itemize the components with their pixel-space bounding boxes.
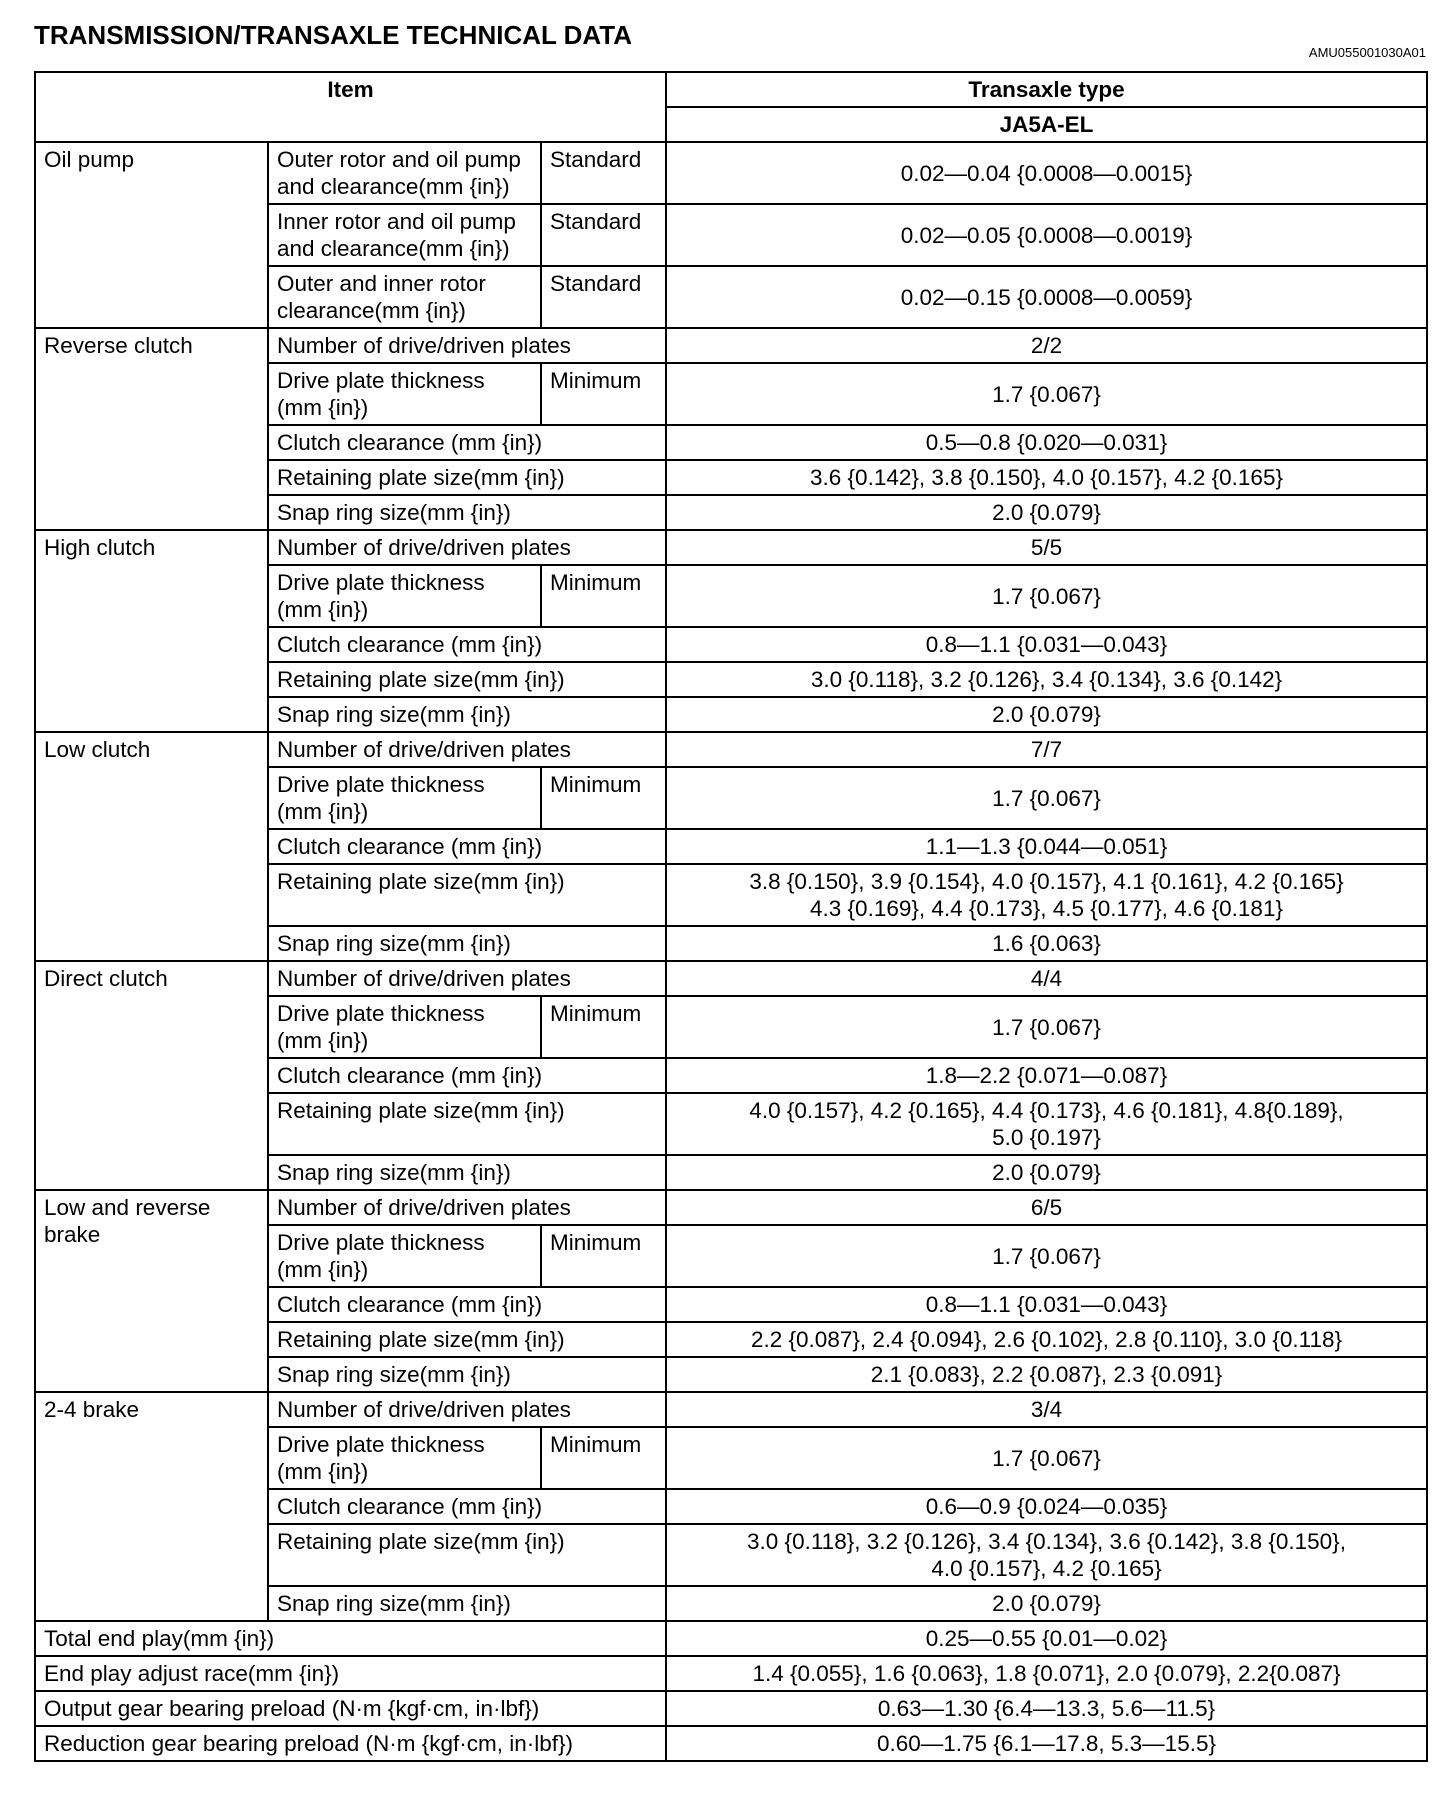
item-label: Drive plate thickness (mm {in}) xyxy=(268,1427,541,1489)
group-label: Reverse clutch xyxy=(35,328,268,530)
spec-value xyxy=(666,1093,1427,1155)
spec-value: 1.7 {0.067} xyxy=(666,767,1427,829)
item-label: Reduction gear bearing preload (N·m {kgf·cm, in·lbf}) xyxy=(35,1726,666,1761)
group-label: 2-4 brake xyxy=(35,1392,268,1621)
spec-value: 1.4 {0.055}, 1.6 {0.063}, 1.8 {0.071}, 2.0 {0.079}, 2.2{0.087} xyxy=(666,1656,1427,1691)
spec-qualifier: Minimum xyxy=(541,363,666,425)
spec-value: 1.6 {0.063} xyxy=(666,926,1427,961)
technical-data-table xyxy=(34,71,1428,1762)
spec-qualifier: Minimum xyxy=(541,996,666,1058)
spec-value: 4/4 xyxy=(666,961,1427,996)
item-label: Clutch clearance (mm {in}) xyxy=(268,1058,666,1093)
item-label: Drive plate thickness (mm {in}) xyxy=(268,1225,541,1287)
spec-value-line: 3.0 {0.118}, 3.2 {0.126}, 3.4 {0.134}, 3.6 {0.142}, 3.8 {0.150}, xyxy=(747,1529,1346,1554)
item-label: Total end play(mm {in}) xyxy=(35,1621,666,1656)
item-label: Number of drive/driven plates xyxy=(268,732,666,767)
spec-qualifier: Standard xyxy=(541,266,666,328)
table-row xyxy=(35,1726,1427,1761)
item-label: Clutch clearance (mm {in}) xyxy=(268,1489,666,1524)
spec-qualifier: Standard xyxy=(541,142,666,204)
item-label: Number of drive/driven plates xyxy=(268,1392,666,1427)
spec-value: 1.1—1.3 {0.044—0.051} xyxy=(666,829,1427,864)
spec-value: 2.0 {0.079} xyxy=(666,495,1427,530)
item-label: Drive plate thickness (mm {in}) xyxy=(268,996,541,1058)
group-label: Direct clutch xyxy=(35,961,268,1190)
item-label: Drive plate thickness (mm {in}) xyxy=(268,767,541,829)
spec-value-line: 5.0 {0.197} xyxy=(992,1125,1101,1150)
table-row xyxy=(35,1691,1427,1726)
group-label: Low clutch xyxy=(35,732,268,961)
spec-value: 0.63—1.30 {6.4—13.3, 5.6—11.5} xyxy=(666,1691,1427,1726)
item-header: Item xyxy=(35,72,666,142)
spec-value: 0.02—0.04 {0.0008—0.0015} xyxy=(666,142,1427,204)
spec-value: 5/5 xyxy=(666,530,1427,565)
spec-value: 2.0 {0.079} xyxy=(666,1586,1427,1621)
spec-value: 1.8—2.2 {0.071—0.087} xyxy=(666,1058,1427,1093)
item-label: Outer and inner rotor clearance(mm {in}) xyxy=(268,266,541,328)
spec-value xyxy=(666,1524,1427,1586)
table-row xyxy=(35,1190,1427,1225)
spec-value: 0.25—0.55 {0.01—0.02} xyxy=(666,1621,1427,1656)
item-label: Drive plate thickness (mm {in}) xyxy=(268,363,541,425)
header-row xyxy=(35,72,1427,107)
item-label: Retaining plate size(mm {in}) xyxy=(268,1093,666,1155)
transaxle-type-header: Transaxle type xyxy=(666,72,1427,107)
item-label: Snap ring size(mm {in}) xyxy=(268,697,666,732)
item-label: Retaining plate size(mm {in}) xyxy=(268,1524,666,1586)
spec-value: 0.60—1.75 {6.1—17.8, 5.3—15.5} xyxy=(666,1726,1427,1761)
spec-qualifier: Minimum xyxy=(541,767,666,829)
spec-value: 1.7 {0.067} xyxy=(666,996,1427,1058)
table-row xyxy=(35,142,1427,204)
table-row xyxy=(35,732,1427,767)
item-label: Number of drive/driven plates xyxy=(268,961,666,996)
item-label: Clutch clearance (mm {in}) xyxy=(268,829,666,864)
spec-value: 0.8—1.1 {0.031—0.043} xyxy=(666,1287,1427,1322)
document-code: AMU055001030A01 xyxy=(1308,45,1426,60)
item-label: Retaining plate size(mm {in}) xyxy=(268,1322,666,1357)
item-label: Drive plate thickness (mm {in}) xyxy=(268,565,541,627)
item-label: Retaining plate size(mm {in}) xyxy=(268,662,666,697)
spec-value: 0.02—0.05 {0.0008—0.0019} xyxy=(666,204,1427,266)
item-label: Clutch clearance (mm {in}) xyxy=(268,1287,666,1322)
item-label: Number of drive/driven plates xyxy=(268,1190,666,1225)
item-label: Snap ring size(mm {in}) xyxy=(268,495,666,530)
item-label: Output gear bearing preload (N·m {kgf·cm, in·lbf}) xyxy=(35,1691,666,1726)
item-label: Retaining plate size(mm {in}) xyxy=(268,864,666,926)
spec-value: 1.7 {0.067} xyxy=(666,363,1427,425)
item-label: Snap ring size(mm {in}) xyxy=(268,926,666,961)
spec-value-line: 3.8 {0.150}, 3.9 {0.154}, 4.0 {0.157}, 4.1 {0.161}, 4.2 {0.165} xyxy=(749,869,1344,894)
spec-value: 2.0 {0.079} xyxy=(666,1155,1427,1190)
spec-value: 7/7 xyxy=(666,732,1427,767)
item-label: Clutch clearance (mm {in}) xyxy=(268,425,666,460)
group-label: High clutch xyxy=(35,530,268,732)
spec-value: 2/2 xyxy=(666,328,1427,363)
item-label: End play adjust race(mm {in}) xyxy=(35,1656,666,1691)
spec-value: 0.8—1.1 {0.031—0.043} xyxy=(666,627,1427,662)
table-row xyxy=(35,1656,1427,1691)
item-label: Number of drive/driven plates xyxy=(268,530,666,565)
spec-value-line: 4.0 {0.157}, 4.2 {0.165} xyxy=(931,1556,1162,1581)
table-row xyxy=(35,1392,1427,1427)
spec-value: 1.7 {0.067} xyxy=(666,565,1427,627)
spec-qualifier: Minimum xyxy=(541,565,666,627)
item-label: Retaining plate size(mm {in}) xyxy=(268,460,666,495)
spec-value-line: 3.0 {0.118}, 3.2 {0.126}, 3.4 {0.134}, 3.6 {0.142} xyxy=(810,667,1283,692)
item-label: Snap ring size(mm {in}) xyxy=(268,1586,666,1621)
table-row xyxy=(35,1621,1427,1656)
spec-value: 3/4 xyxy=(666,1392,1427,1427)
spec-qualifier: Minimum xyxy=(541,1427,666,1489)
spec-qualifier: Standard xyxy=(541,204,666,266)
group-label: Oil pump xyxy=(35,142,268,328)
spec-value: 6/5 xyxy=(666,1190,1427,1225)
spec-value: 0.5—0.8 {0.020—0.031} xyxy=(666,425,1427,460)
spec-value: 0.02—0.15 {0.0008—0.0059} xyxy=(666,266,1427,328)
table-row xyxy=(35,328,1427,363)
spec-value-line: 3.6 {0.142}, 3.8 {0.150}, 4.0 {0.157}, 4.2 {0.165} xyxy=(810,465,1283,490)
item-label: Clutch clearance (mm {in}) xyxy=(268,627,666,662)
spec-value: 1.7 {0.067} xyxy=(666,1225,1427,1287)
spec-value-line: 2.2 {0.087}, 2.4 {0.094}, 2.6 {0.102}, 2.8 {0.110}, 3.0 {0.118} xyxy=(751,1327,1342,1352)
item-label: Number of drive/driven plates xyxy=(268,328,666,363)
spec-value xyxy=(666,1322,1427,1357)
spec-value: 1.7 {0.067} xyxy=(666,1427,1427,1489)
item-label: Snap ring size(mm {in}) xyxy=(268,1155,666,1190)
item-label: Inner rotor and oil pump and clearance(mm {in}) xyxy=(268,204,541,266)
group-label: Low and reverse brake xyxy=(35,1190,268,1392)
table-body xyxy=(35,72,1427,142)
table-sections xyxy=(35,142,1427,1761)
spec-qualifier: Minimum xyxy=(541,1225,666,1287)
item-label: Outer rotor and oil pump and clearance(mm {in}) xyxy=(268,142,541,204)
table-row xyxy=(35,530,1427,565)
spec-value: 2.1 {0.083}, 2.2 {0.087}, 2.3 {0.091} xyxy=(666,1357,1427,1392)
spec-value-line: 4.0 {0.157}, 4.2 {0.165}, 4.4 {0.173}, 4.6 {0.181}, 4.8{0.189}, xyxy=(749,1098,1344,1123)
spec-value-line: 4.3 {0.169}, 4.4 {0.173}, 4.5 {0.177}, 4.6 {0.181} xyxy=(810,896,1283,921)
spec-value xyxy=(666,864,1427,926)
item-label: Snap ring size(mm {in}) xyxy=(268,1357,666,1392)
spec-value: 0.6—0.9 {0.024—0.035} xyxy=(666,1489,1427,1524)
spec-value xyxy=(666,662,1427,697)
model-header: JA5A-EL xyxy=(666,107,1427,142)
page-title: TRANSMISSION/TRANSAXLE TECHNICAL DATA xyxy=(34,20,632,50)
table-row xyxy=(35,961,1427,996)
spec-value xyxy=(666,460,1427,495)
spec-value: 2.0 {0.079} xyxy=(666,697,1427,732)
